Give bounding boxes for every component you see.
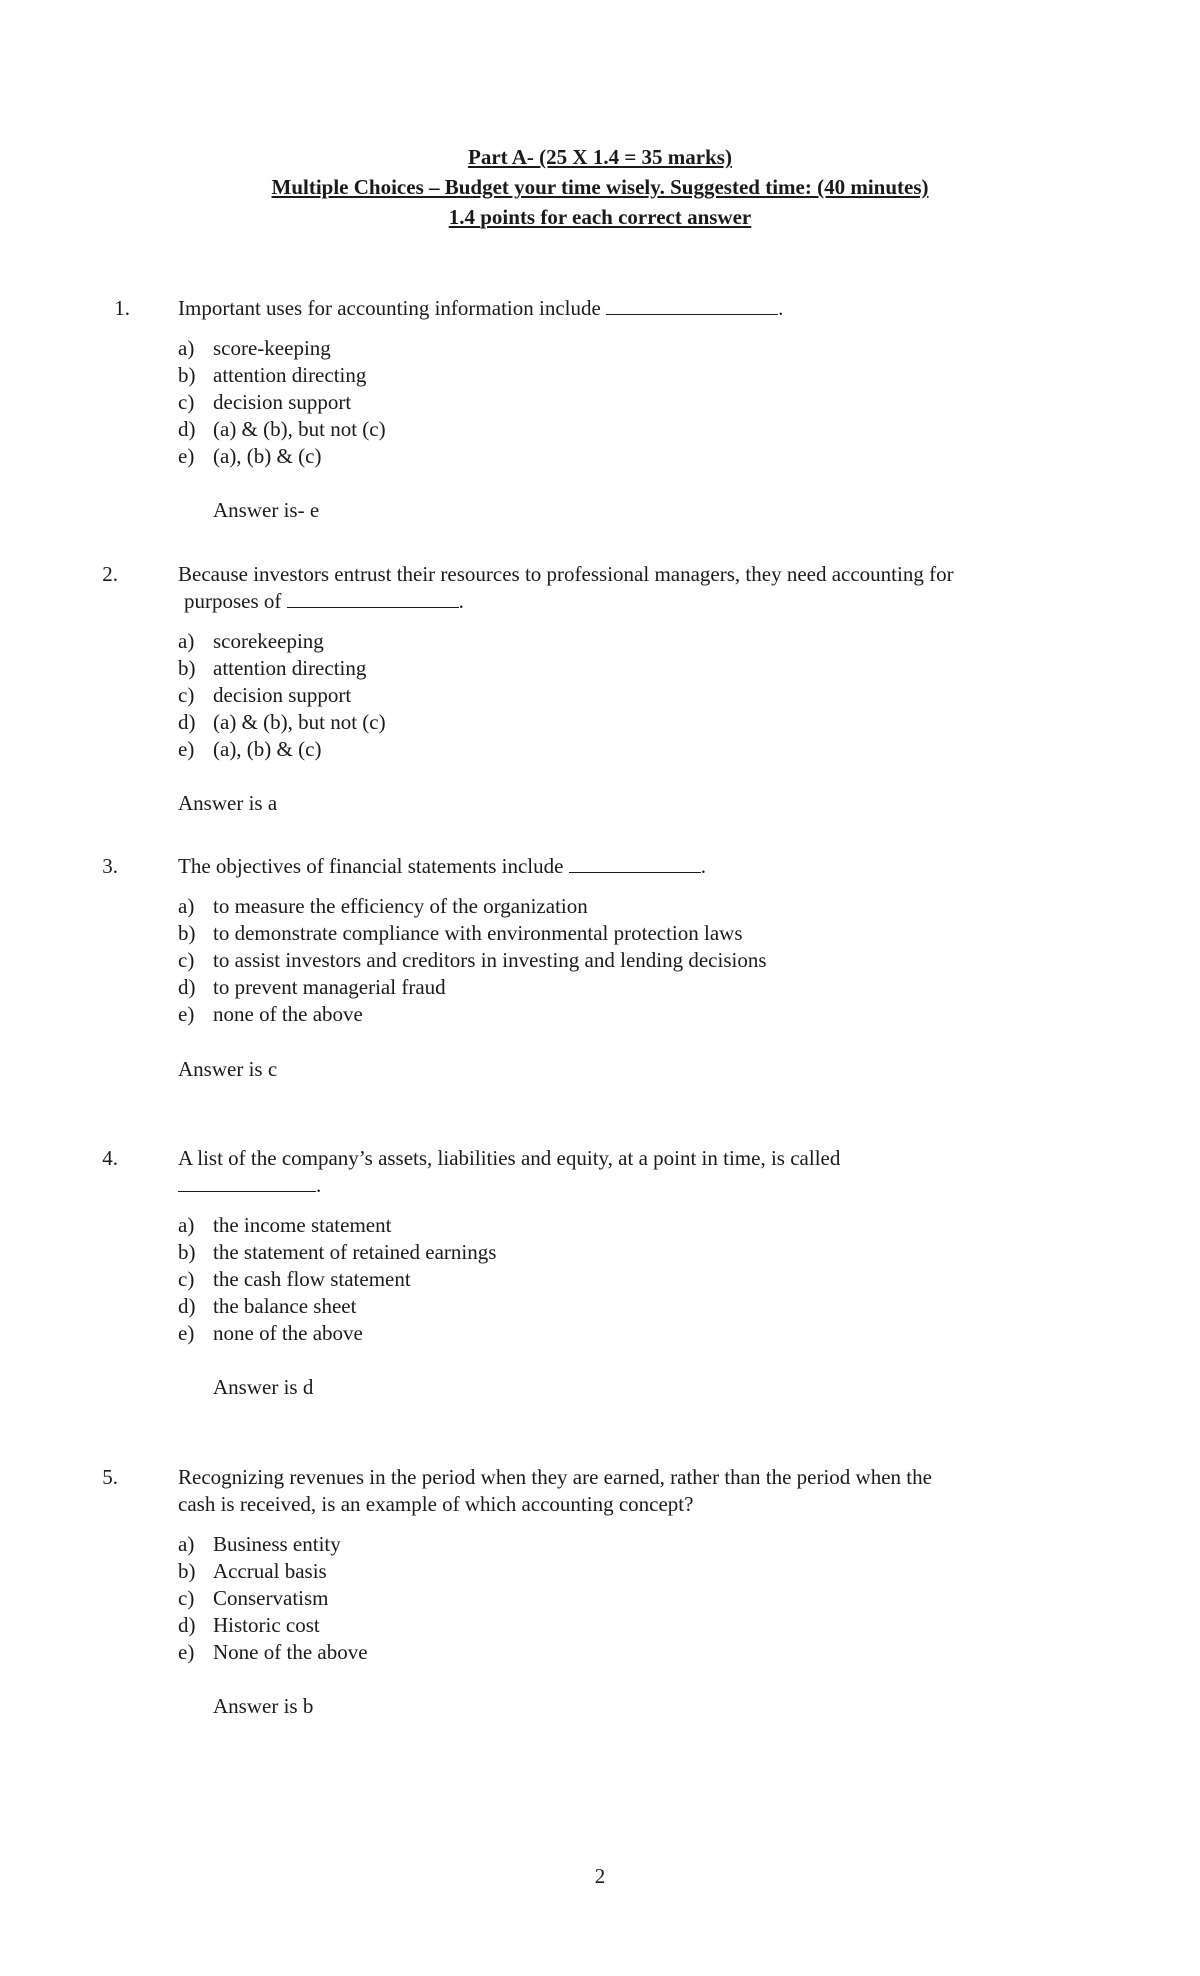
part-title: Part A- (25 X 1.4 = 35 marks) <box>468 145 732 169</box>
option-1e: e) (a), (b) & (c) <box>178 444 322 468</box>
option-1a: a) score-keeping <box>178 336 331 360</box>
question-3-number: 3. <box>102 854 118 878</box>
question-2-blank <box>287 589 459 608</box>
points-value: 1.4 <box>448 205 481 229</box>
question-4-number: 4. <box>102 1146 118 1170</box>
question-4-line-2: . <box>178 1172 321 1199</box>
option-1c: c) decision support <box>178 390 352 414</box>
question-1-blank <box>606 296 778 315</box>
option-5e: e) None of the above <box>178 1640 368 1664</box>
question-3-text: The objectives of financial statements include . <box>178 854 706 878</box>
option-3c: c) to assist investors and creditors in investing and lending decisions <box>178 948 767 972</box>
question-5-answer: Answer is b <box>213 1694 314 1718</box>
option-5d: d) Historic cost <box>178 1613 320 1637</box>
option-4a: a) the income statement <box>178 1213 392 1237</box>
question-4-line-1: A list of the company’s assets, liabilities and equity, at a point in time, is called <box>178 1146 841 1170</box>
option-5a: a) Business entity <box>178 1532 341 1556</box>
question-5-line-2: cash is received, is an example of which accounting concept? <box>178 1492 694 1516</box>
question-2-answer: Answer is a <box>178 791 278 815</box>
option-2c: c) decision support <box>178 683 352 707</box>
question-5-line-1: Recognizing revenues in the period when they are earned, rather than the period when the <box>178 1465 932 1489</box>
option-4b: b) the statement of retained earnings <box>178 1240 497 1264</box>
option-5c: c) Conservatism <box>178 1586 329 1610</box>
option-2e: e) (a), (b) & (c) <box>178 737 322 761</box>
question-1-number: 1. <box>114 296 130 320</box>
option-2d: d) (a) & (b), but not (c) <box>178 710 386 734</box>
question-5-number: 5. <box>102 1465 118 1489</box>
points-line <box>0 203 1200 232</box>
option-1b: b) attention directing <box>178 363 367 387</box>
option-3d: d) to prevent managerial fraud <box>178 975 446 999</box>
option-2a: a) scorekeeping <box>178 629 324 653</box>
question-4-blank <box>178 1173 316 1192</box>
question-3-blank <box>569 854 701 873</box>
option-3b: b) to demonstrate compliance with environmental protection laws <box>178 921 743 945</box>
question-2-number: 2. <box>102 562 118 586</box>
question-2-line-1: Because investors entrust their resources to professional managers, they need accounting for <box>178 562 954 586</box>
question-1-answer: Answer is- e <box>213 498 320 522</box>
instructions-line: Multiple Choices – Budget your time wisely. Suggested time: (40 minutes) <box>271 175 929 199</box>
question-1-text: Important uses for accounting information include . <box>178 296 784 320</box>
points-label: points for each correct answer <box>480 205 752 229</box>
option-2b: b) attention directing <box>178 656 367 680</box>
question-3-answer: Answer is c <box>178 1057 278 1081</box>
option-3e: e) none of the above <box>178 1002 363 1026</box>
option-4d: d) the balance sheet <box>178 1294 357 1318</box>
option-1d: d) (a) & (b), but not (c) <box>178 417 386 441</box>
question-1-line-1: Important uses for accounting information include <box>178 296 601 320</box>
option-4c: c) the cash flow statement <box>178 1267 411 1291</box>
option-5b: b) Accrual basis <box>178 1559 327 1583</box>
question-4-answer: Answer is d <box>213 1375 314 1399</box>
option-4e: e) none of the above <box>178 1321 363 1345</box>
option-3a: a) to measure the efficiency of the organization <box>178 894 588 918</box>
question-2-line-2: purposes of . <box>184 589 464 613</box>
page-number: 2 <box>594 1864 606 1888</box>
